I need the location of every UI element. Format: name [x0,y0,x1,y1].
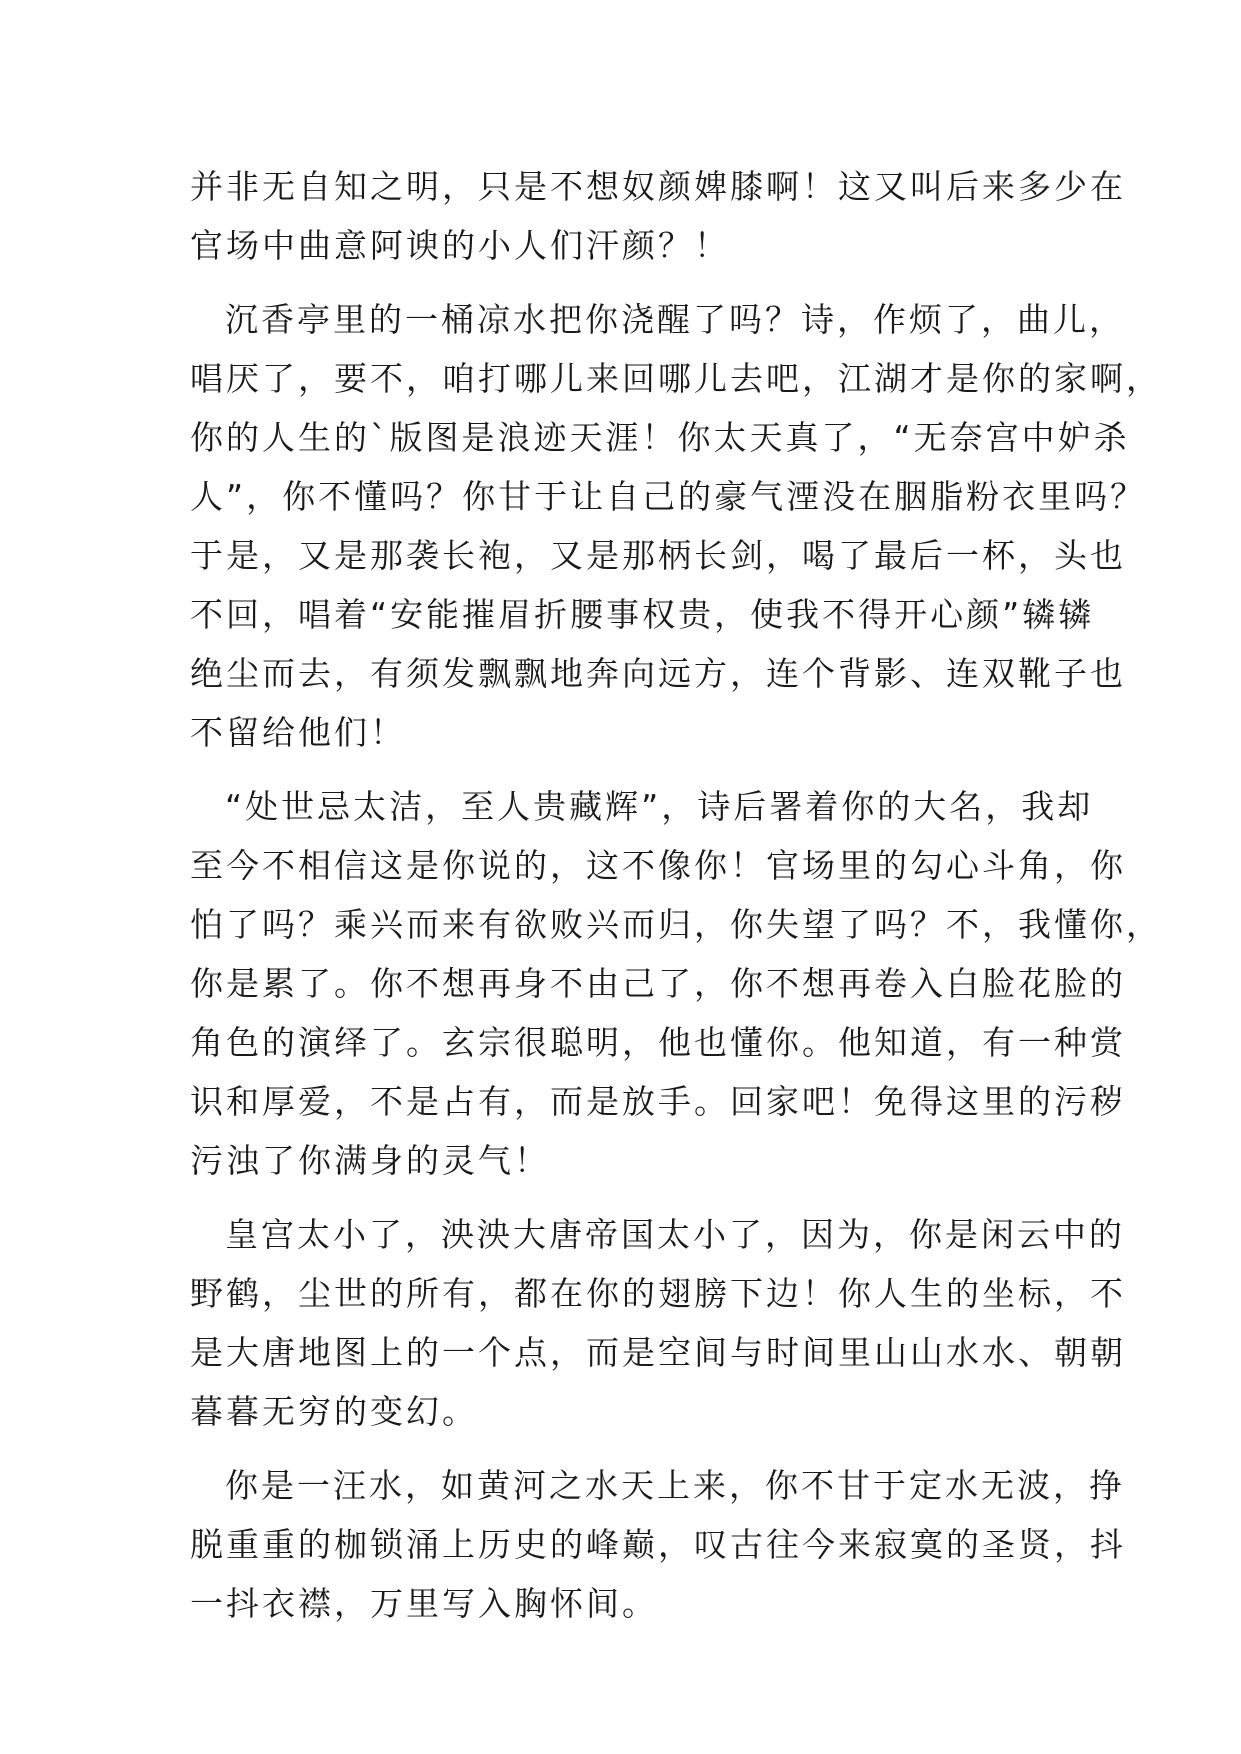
text-line: 野鹤，尘世的所有，都在你的翅膀下边！你人生的坐标，不 [190,1274,1126,1313]
text-line: 人”，你不懂吗？你甘于让自己的豪气湮没在胭脂粉衣里吗？ [190,477,1147,516]
text-line: 至今不相信这是你说的，这不像你！官场里的勾心斗角，你 [190,846,1126,885]
text-line: 角色的演绎了。玄宗很聪明，他也懂你。他知道，有一种赏 [190,1023,1126,1062]
paragraph-start-line: 你是一汪水，如黄河之水天上来，你不甘于定水无波，挣 [225,1466,1125,1505]
text-line: 暮暮无穷的变幻。 [190,1392,478,1431]
text-line: 你的人生的`版图是浪迹天涯！你太天真了，“无奈宫中妒杀 [190,418,1130,457]
text-line: 唱厌了，要不，咱打哪儿来回哪儿去吧，江湖才是你的家啊， [190,359,1162,398]
text-line: 不回，唱着“安能摧眉折腰事权贵，使我不得开心颜”辚辚 [190,595,1095,634]
text-line: 脱重重的枷锁涌上历史的峰巅，叹古往今来寂寞的圣贤，抖 [190,1525,1126,1564]
text-line: 不留给他们！ [190,713,406,752]
paragraph-start-line: 沉香亭里的一桶凉水把你浇醒了吗？诗，作烦了，曲儿， [225,300,1125,339]
text-line: 污浊了你满身的灵气！ [190,1141,550,1180]
document-body [190,157,1162,1633]
text-line: 一抖衣襟，万里写入胸怀间。 [190,1584,658,1623]
text-line: 并非无自知之明，只是不想奴颜婢膝啊！这又叫后来多少在 [190,167,1126,206]
text-line: 是大唐地图上的一个点，而是空间与时间里山山水水、朝朝 [190,1333,1126,1372]
text-line: 识和厚爱，不是占有，而是放手。回家吧！免得这里的污秽 [190,1082,1126,1121]
text-line: 你是累了。你不想再身不由己了，你不想再卷入白脸花脸的 [190,964,1126,1003]
text-line: 绝尘而去，有须发飘飘地奔向远方，连个背影、连双靴子也 [190,654,1126,693]
text-line: 官场中曲意阿谀的小人们汗颜？！ [190,226,730,265]
text-line: 怕了吗？乘兴而来有欲败兴而归，你失望了吗？不，我懂你， [190,905,1162,944]
text-line: 于是，又是那袭长袍，又是那柄长剑，喝了最后一杯，头也 [190,536,1126,575]
paragraph-start-line: “处世忌太洁，至人贵藏辉”，诗后署着你的大名，我却 [225,787,1094,826]
paragraph-start-line: 皇宫太小了，泱泱大唐帝国太小了，因为，你是闲云中的 [225,1215,1125,1254]
